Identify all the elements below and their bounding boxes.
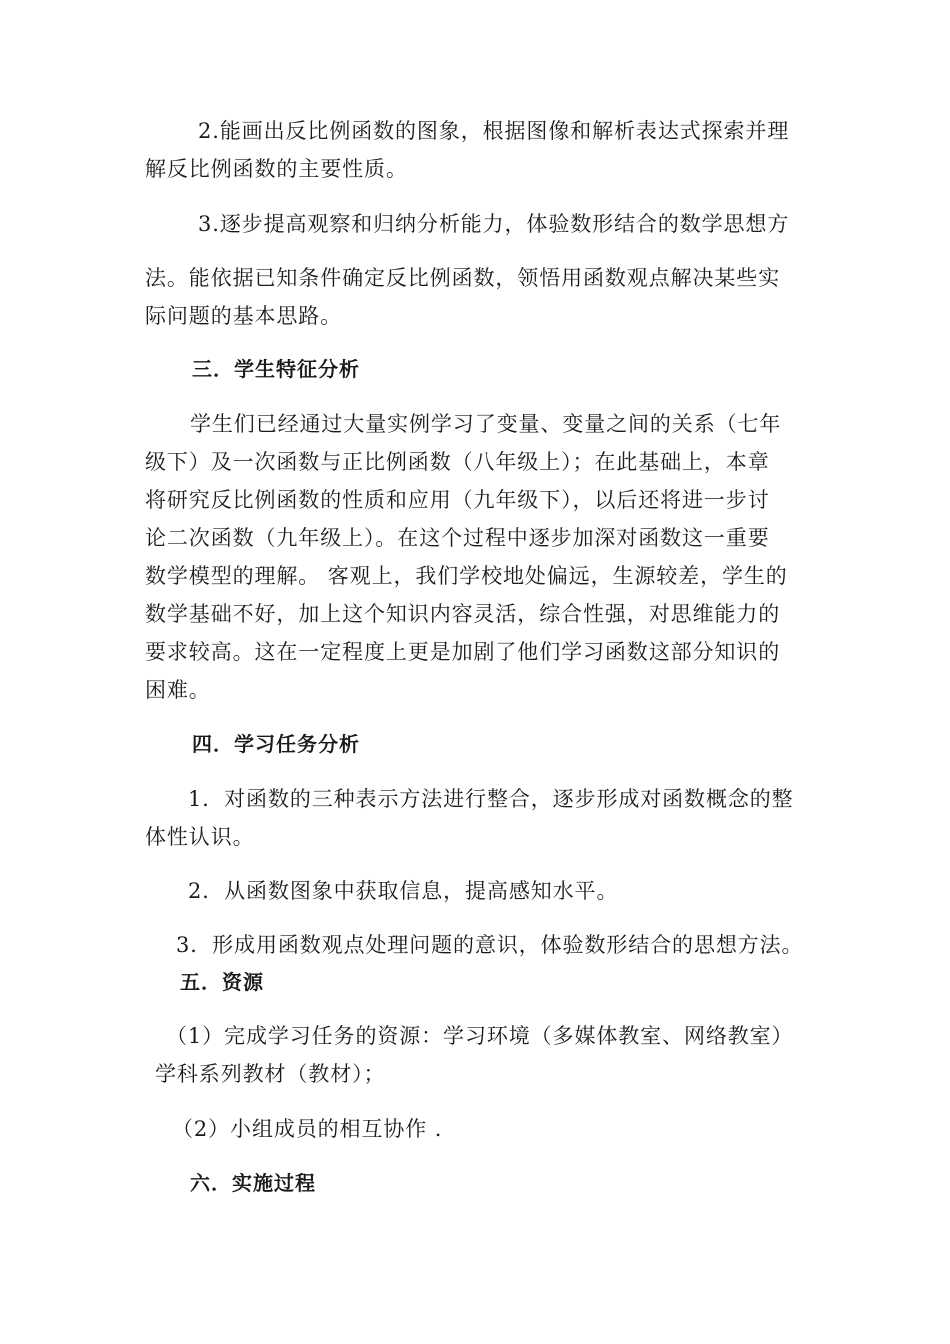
- section-5-item-2: （2）小组成员的相互协作 .: [172, 1117, 443, 1141]
- section-3-line: 学生们已经通过大量实例学习了变量、变量之间的关系（七年: [190, 412, 782, 436]
- section-6-heading: 六．实施过程: [190, 1171, 316, 1195]
- section-4-heading: 四．学习任务分析: [192, 732, 360, 756]
- section-3-line: 级下）及一次函数与正比例函数（八年级上）；在此基础上，本章: [145, 450, 770, 474]
- section-5-item-1-line-1: （1）完成学习任务的资源：学习环境（多媒体教室、网络教室）: [166, 1024, 794, 1048]
- objective-3-line-3: 际问题的基本思路。: [145, 304, 343, 328]
- objective-3-line-1: 3.逐步提高观察和归纳分析能力，体验数形结合的数学思想方: [198, 212, 790, 236]
- section-4-item-1-line-2: 体性认识。: [145, 825, 255, 849]
- section-3-line: 数学基础不好，加上这个知识内容灵活，综合性强，对思维能力的: [145, 602, 781, 626]
- objective-2-line-1: 2.能画出反比例函数的图象，根据图像和解析表达式探索并理: [198, 119, 790, 143]
- section-3-line: 要求较高。这在一定程度上更是加剧了他们学习函数这部分知识的: [145, 640, 781, 664]
- section-3-line: 将研究反比例函数的性质和应用（九年级下），以后还将进一步讨: [145, 488, 770, 512]
- section-3-line: 困难。: [145, 678, 211, 702]
- section-4-item-1-line-1: 1．对函数的三种表示方法进行整合，逐步形成对函数概念的整: [188, 787, 794, 811]
- objective-2-line-2: 解反比例函数的主要性质。: [145, 157, 408, 181]
- section-5-heading: 五．资源: [180, 970, 264, 994]
- section-4-item-3: 3．形成用函数观点处理问题的意识，体验数形结合的思想方法。: [176, 933, 804, 957]
- section-3-line: 数学模型的理解。 客观上，我们学校地处偏远，生源较差，学生的: [145, 564, 788, 588]
- section-5-item-1-line-2: 学科系列教材（教材）；: [155, 1062, 386, 1086]
- section-4-item-2: 2．从函数图象中获取信息，提高感知水平。: [188, 879, 619, 903]
- section-3-line: 论二次函数（九年级上）。在这个过程中逐步加深对函数这一重要: [145, 526, 770, 550]
- section-3-heading: 三．学生特征分析: [192, 357, 360, 381]
- objective-3-line-2: 法。能依据已知条件确定反比例函数，领悟用函数观点解决某些实: [145, 266, 781, 290]
